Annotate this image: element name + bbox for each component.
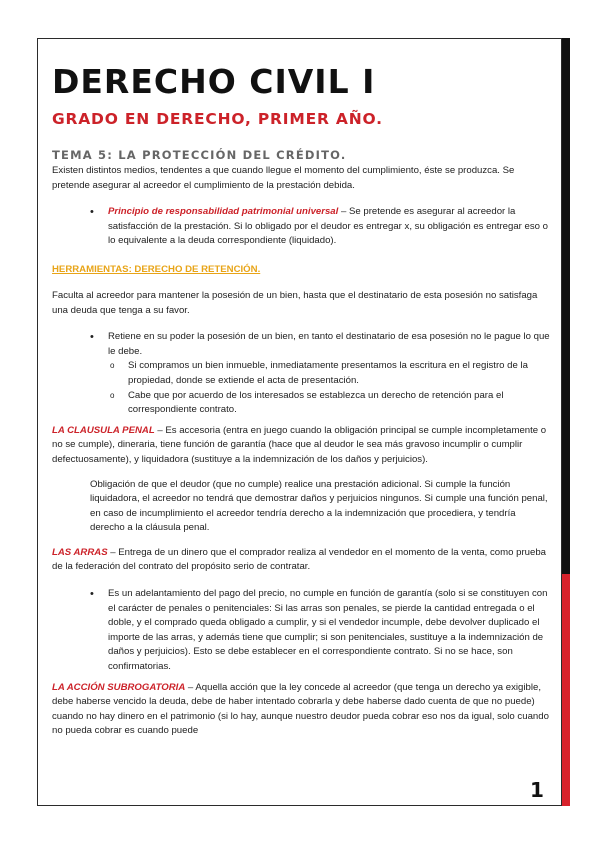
sub-item-inmueble: o Si compramos un bien inmueble, inmediatamente presentamos la escritura en el registro de la propiedad, donde se extiende el acta de presentación. <box>52 359 552 388</box>
subrogatoria-text: – Aquella acción que la ley concede al acreedor (que tenga un derecho ya exigible, debe haberse vencido la deuda, debe de haber intentado cobrarla y debe haberse dado cuenta de que no puede) cuando no hay dinero en el patrimonio (si lo hay, aunque nuestro deudor pueda cobrar eso nos da igual, solo cuando no pueda cobrar es cuando puede <box>52 681 549 737</box>
principio-text: – Se pretende es asegurar al acreedor la satisfacción de la prestación. Si lo obligado por el deudor es entregar x, su obligación es entregar eso o lo equivalente a la deuda correspondiente (liquidado). <box>108 206 548 247</box>
obligacion-paragraph: Obligación de que el deudor (que no cumple) realice una prestación adicional. Si cumple la función liquidadora, el acreedor no tendrá que demostrar daños y perjuicios ningunos. Si cumple una función penal, en caso de incumplimiento el acreedor tendría derecho a la indemnización que procediera, y tendría derecho a la cláusula penal. <box>90 478 548 534</box>
herramientas-heading: HERRAMIENTAS: DERECHO DE RETENCIÓN. <box>52 263 261 275</box>
side-bar-red <box>562 574 570 806</box>
adelanto-item: • Es un adelantamiento del pago del precio, no cumple en función de garantía (solo si se constituyen con el carácter de penales o penitenciales: Si las arras son penales, se pierde la cantidad entregada o el doble, y el comprado queda obligado a cumplir, y si el vendedor incumple, debe devolver duplicado el importe de las arras, y además tiene que cumplir; si son penitenciales, sustituye a la indemnización de daños y perjuicios). Esto se debe establecer en el correspondiente contrato. Si no se hace, son confirmatorias. <box>52 587 552 675</box>
principio-list <box>52 205 552 249</box>
clausula-text: – Es accesoria (entra en juego cuando la obligación principal se cumple incompletamente o no se cumple), dineraria, tiene función de garantía (hace que al deudor le sea más gravoso incumplir o cumplir defectuosamente), y liquidadora (sustituye a la indemnización de los daños y perjuicios). <box>52 424 547 465</box>
page-number: 1 <box>530 778 544 802</box>
faculta-paragraph: Faculta al acreedor para mantener la posesión de un bien, hasta que el destinatario de esta posesión no satisfaga una deuda que tenga a su favor. <box>52 289 538 316</box>
principio-term: Principio de responsabilidad patrimonial universal <box>108 206 339 218</box>
retencion-list <box>52 330 552 418</box>
arras-list <box>52 587 552 675</box>
principio-item <box>52 205 552 249</box>
arras-text: – Entrega de un dinero que el comprador realiza al vendedor en el momento de la venta, como prueba de la federación del contrato del propósito serio de contratar. <box>52 546 546 573</box>
arras-term: LAS ARRAS <box>52 546 108 558</box>
side-bar-black <box>562 38 570 574</box>
retiene-item: • Retiene en su poder la posesión de un bien, en tanto el destinatario de esa posesión no le pague lo que le debe. <box>52 330 552 359</box>
topic-heading: TEMA 5: LA PROTECCIÓN DEL CRÉDITO. <box>52 148 347 162</box>
clausula-term: LA CLAUSULA PENAL <box>52 424 155 436</box>
arras-paragraph <box>52 546 552 575</box>
subrogatoria-term: LA ACCIÓN SUBROGATORIA <box>52 681 186 693</box>
sub-item-acuerdo: o Cabe que por acuerdo de los interesados se establezca un derecho de retención para el correspondiente contrato. <box>52 389 552 418</box>
clausula-paragraph <box>52 424 552 468</box>
document-subtitle: GRADO EN DERECHO, PRIMER AÑO. <box>52 110 383 128</box>
intro-paragraph: Existen distintos medios, tendentes a que cuando llegue el momento del cumplimiento, éste se produzca. Se pretende asegurar al acreedor el cumplimiento de la prestación debida. <box>52 165 515 191</box>
document-body <box>52 62 552 739</box>
subrogatoria-paragraph <box>52 681 552 739</box>
document-title: DERECHO CIVIL I <box>52 62 376 101</box>
